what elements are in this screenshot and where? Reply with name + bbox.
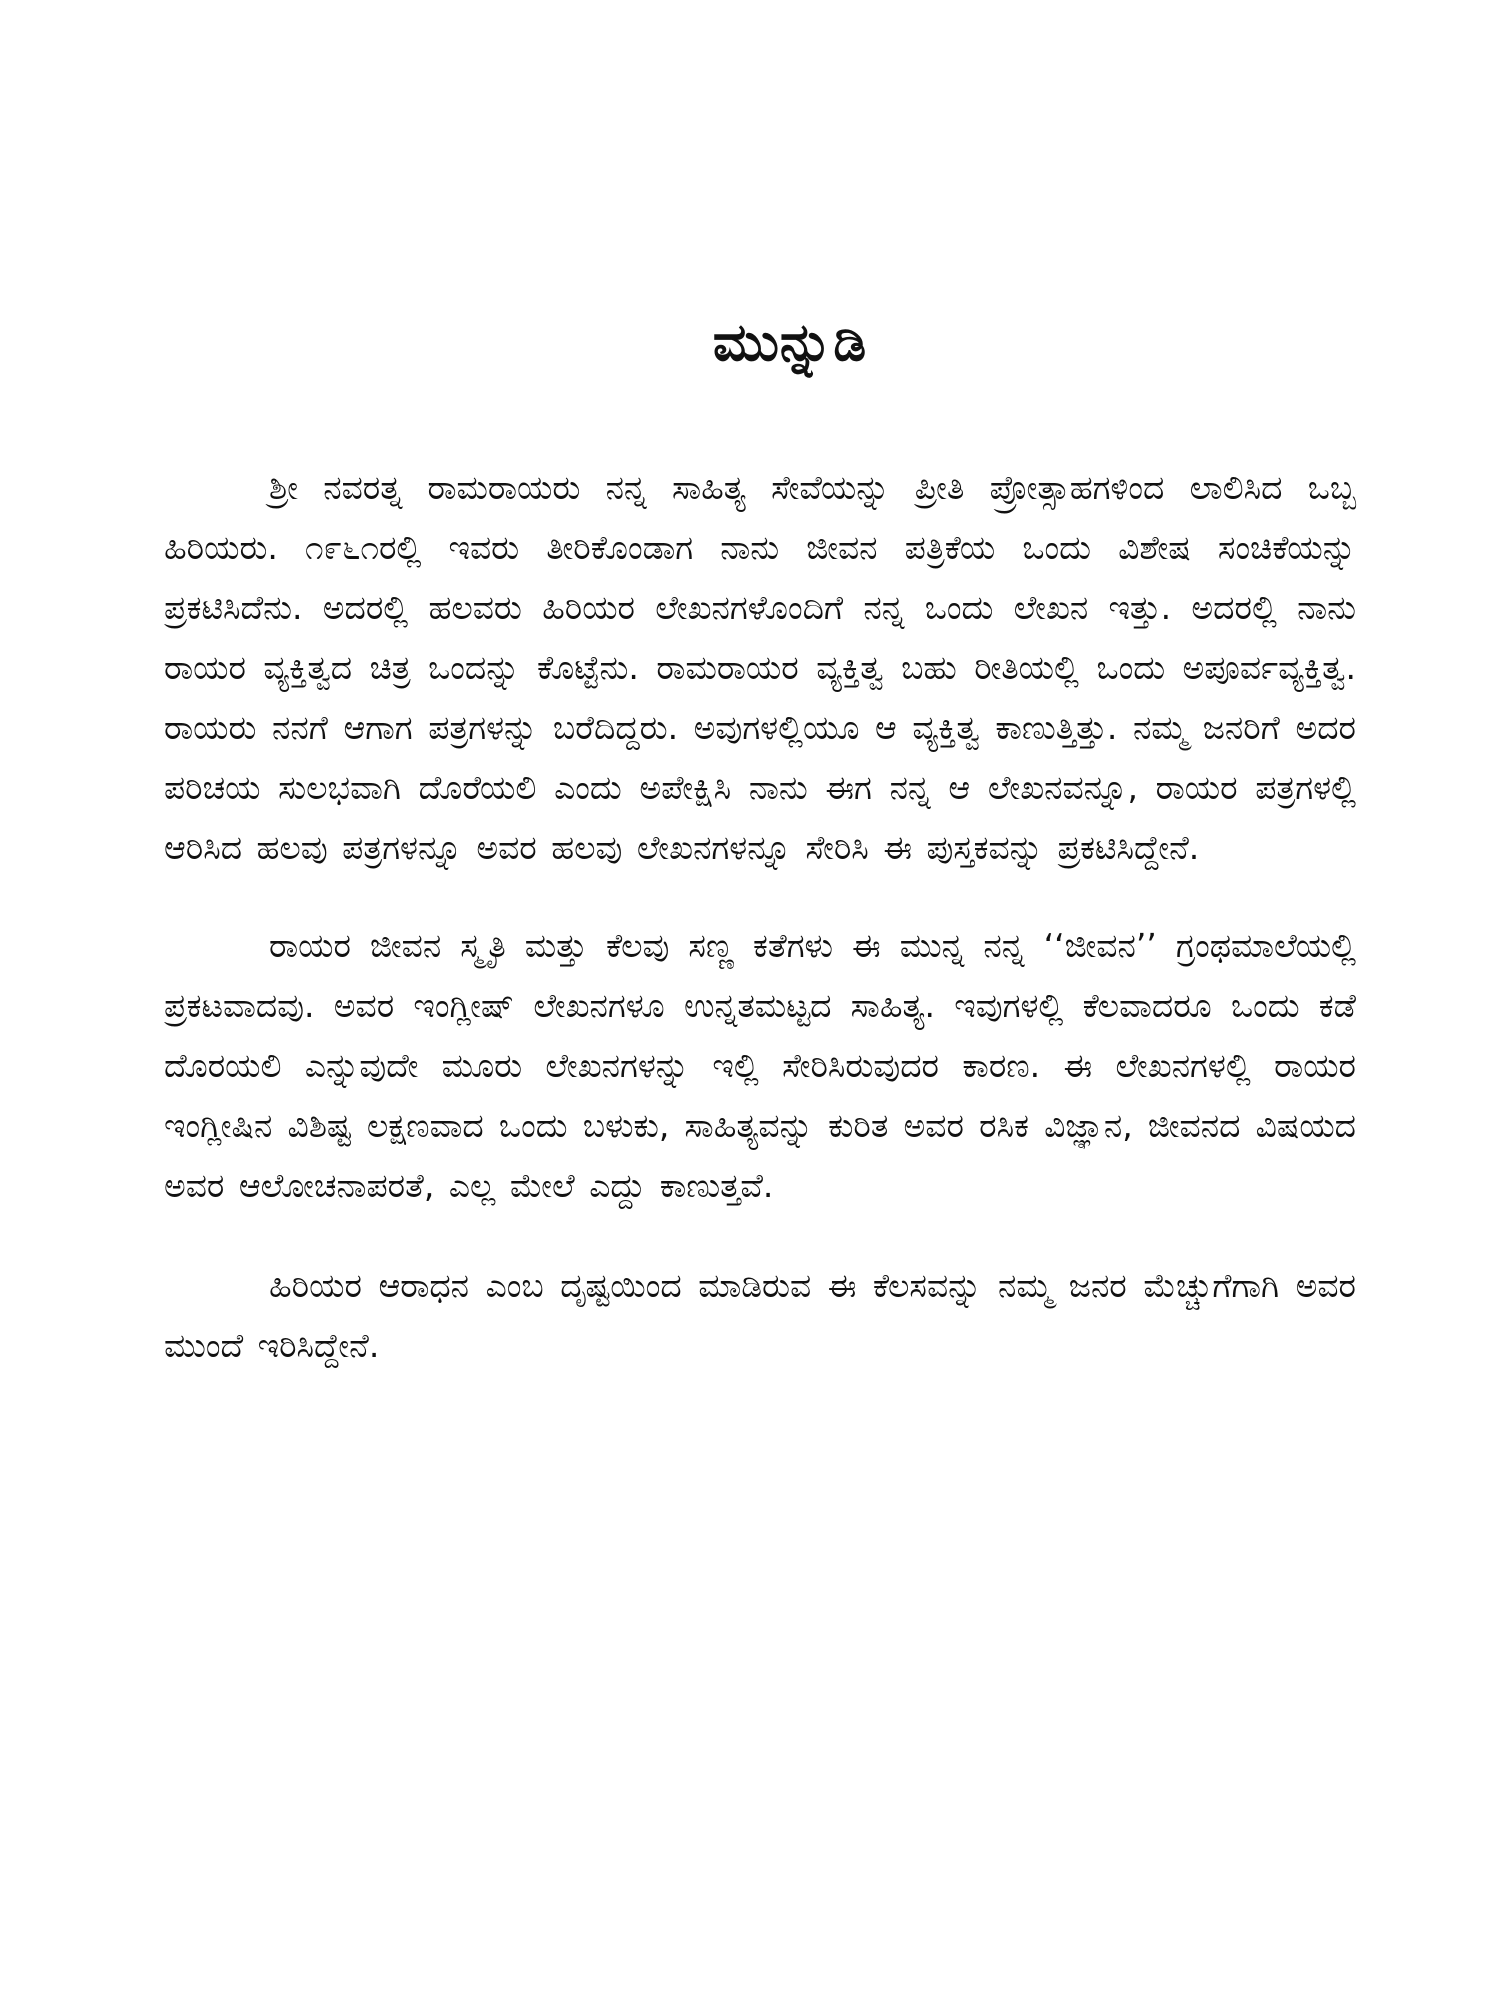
page-title: ಮುನ್ನುಡಿ xyxy=(712,313,868,373)
paragraph-3: ಹಿರಿಯರ ಆರಾಧನ ಎಂಬ ದೃಷ್ಟಯಿಂದ ಮಾಡಿರುವ ಈ ಕೆಲಸವನ್ನು ನಮ್ಮ ಜನರ ಮೆಚ್ಚುಗೆಗಾಗಿ ಅವರ ಮುಂದೆ ಇರಿಸಿದ್ದೇನೆ. xyxy=(164,1266,1356,1365)
paragraph-2: ರಾಯರ ಜೀವನ ಸ್ಮೃತಿ ಮತ್ತು ಕೆಲವು ಸಣ್ಣ ಕತೆಗಳು ಈ ಮುನ್ನ ನನ್ನ ‘‘ಜೀವನ’’ ಗ್ರಂಥಮಾಲೆಯಲ್ಲಿ ಪ್ರಕಟವಾದವು. ಅವರ ಇಂಗ್ಲೀಷ್ ಲೇಖನಗಳೂ ಉನ್ನತಮಟ್ಟದ ಸಾಹಿತ್ಯ. ಇವುಗಳಲ್ಲಿ ಕೆಲವಾದರೂ ಒಂದು ಕಡೆ ದೊರಯಲಿ ಎನ್ನುವುದೇ ಮೂರು ಲೇಖನಗಳನ್ನು ಇಲ್ಲಿ ಸೇರಿಸಿರುವುದರ ಕಾರಣ. ಈ ಲೇಖನಗಳಲ್ಲಿ ರಾಯರ ಇಂಗ್ಲೀಷಿನ ವಿಶಿಷ್ಟ ಲಕ್ಷಣವಾದ ಒಂದು ಬಳುಕು, ಸಾಹಿತ್ಯವನ್ನು ಕುರಿತ ಅವರ ರಸಿಕ ವಿಜ್ಞಾನ, ಜೀವನದ ವಿಷಯದ ಅವರ ಆಲೋಚನಾಪರತೆ, ಎಲ್ಲ ಮೇಲೆ ಎದ್ದು ಕಾಣುತ್ತವೆ. xyxy=(164,926,1356,1205)
paragraph-1: ಶ್ರೀ ನವರತ್ನ ರಾಮರಾಯರು ನನ್ನ ಸಾಹಿತ್ಯ ಸೇವೆಯನ್ನು ಪ್ರೀತಿ ಪ್ರೋತ್ಸಾಹಗಳಿಂದ ಲಾಲಿಸಿದ ಒಬ್ಬ ಹಿರಿಯರು. ೧೯೬೧ರಲ್ಲಿ ಇವರು ತೀರಿಕೊಂಡಾಗ ನಾನು ಜೀವನ ಪತ್ರಿಕೆಯ ಒಂದು ವಿಶೇಷ ಸಂಚಿಕೆಯನ್ನು ಪ್ರಕಟಿಸಿದೆನು. ಅದರಲ್ಲಿ ಹಲವರು ಹಿರಿಯರ ಲೇಖನಗಳೊಂದಿಗೆ ನನ್ನ ಒಂದು ಲೇಖನ ಇತ್ತು. ಅದರಲ್ಲಿ ನಾನು ರಾಯರ ವ್ಯಕ್ತಿತ್ವದ ಚಿತ್ರ ಒಂದನ್ನು ಕೊಟ್ಟೆನು. ರಾಮರಾಯರ ವ್ಯಕ್ತಿತ್ವ ಬಹು ರೀತಿಯಲ್ಲಿ ಒಂದು ಅಪೂರ್ವವ್ಯಕ್ತಿತ್ವ. ರಾಯರು ನನಗೆ ಆಗಾಗ ಪತ್ರಗಳನ್ನು ಬರೆದಿದ್ದರು. ಅವುಗಳಲ್ಲಿಯೂ ಆ ವ್ಯಕ್ತಿತ್ವ ಕಾಣುತ್ತಿತ್ತು. ನಮ್ಮ ಜನರಿಗೆ ಅದರ ಪರಿಚಯ ಸುಲಭವಾಗಿ ದೊರೆಯಲಿ ಎಂದು ಅಪೇಕ್ಷಿಸಿ ನಾನು ಈಗ ನನ್ನ ಆ ಲೇಖನವನ್ನೂ, ರಾಯರ ಪತ್ರಗಳಲ್ಲಿ ಆರಿಸಿದ ಹಲವು ಪತ್ರಗಳನ್ನೂ ಅವರ ಹಲವು ಲೇಖನಗಳನ್ನೂ ಸೇರಿಸಿ ಈ ಪುಸ್ತಕವನ್ನು ಪ್ರಕಟಿಸಿದ್ದೇನೆ. xyxy=(164,468,1356,867)
preface-body xyxy=(164,458,1356,1414)
